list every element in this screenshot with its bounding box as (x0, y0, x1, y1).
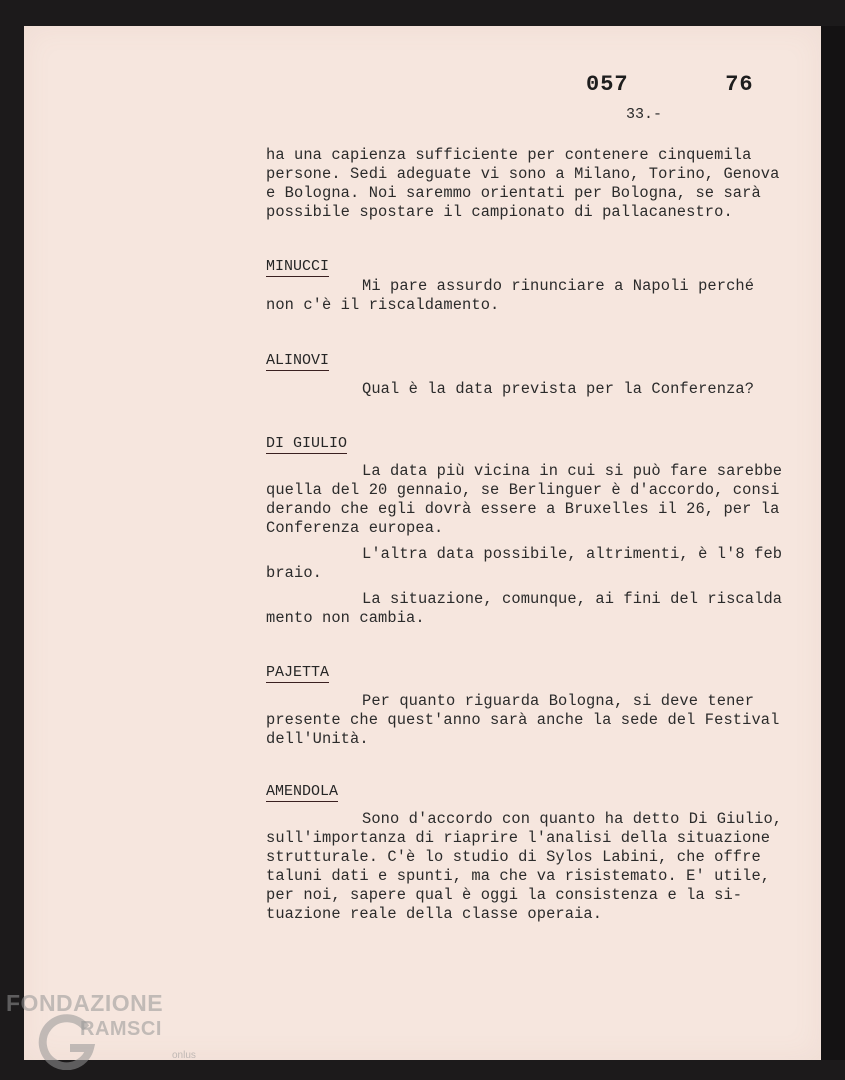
text-line: non c'è il riscaldamento. (266, 296, 500, 314)
text-line: mento non cambia. (266, 609, 425, 627)
text-line: Sono d'accordo con quanto ha detto Di Giulio, (362, 810, 783, 828)
text-line: dell'Unità. (266, 730, 369, 748)
text-line: Conferenza europea. (266, 519, 444, 537)
text-line: sull'importanza di riaprire l'analisi della situazione (266, 829, 771, 847)
speaker-name: MINUCCI (266, 258, 330, 275)
document-number: 057 76 (586, 72, 754, 97)
text-line: ha una capienza sufficiente per contenere cinquemila (266, 146, 752, 164)
text-line: per noi, sapere qual è oggi la consistenza e la si- (266, 886, 743, 904)
speaker-name: AMENDOLA (266, 783, 339, 800)
text-line: possibile spostare il campionato di pallacanestro. (266, 203, 733, 221)
text-line: braio. (266, 564, 323, 582)
text-line: taluni dati e spunti, ma che va risistemato. E' utile, (266, 867, 771, 885)
watermark-line1: FONDAZIONE (6, 990, 164, 1016)
text-line: Qual è la data prevista per la Conferenza? (362, 380, 755, 398)
text-line: derando che egli dovrà essere a Bruxelles il 26, per la (266, 500, 780, 518)
text-line: tuazione reale della classe operaia. (266, 905, 603, 923)
speaker-name: ALINOVI (266, 352, 330, 369)
speaker-name: DI GIULIO (266, 435, 348, 452)
scan-edge (821, 26, 845, 1060)
text-line: Per quanto riguarda Bologna, si deve tener (362, 692, 755, 710)
text-line: presente che quest'anno sarà anche la sede del Festival (266, 711, 780, 729)
text-line: e Bologna. Noi saremmo orientati per Bologna, se sarà (266, 184, 761, 202)
watermark-line2: RAMSCI (80, 1018, 162, 1040)
fondazione-gramsci-watermark (6, 990, 216, 1070)
text-line: strutturale. C'è lo studio di Sylos Labini, che offre (266, 848, 761, 866)
text-line: La situazione, comunque, ai fini del riscalda (362, 590, 783, 608)
text-line: persone. Sedi adeguate vi sono a Milano, Torino, Genova (266, 165, 780, 183)
watermark-small: onlus (172, 1050, 196, 1061)
text-line: L'altra data possibile, altrimenti, è l'8 feb (362, 545, 783, 563)
speaker-name: PAJETTA (266, 664, 330, 681)
text-line: Mi pare assurdo rinunciare a Napoli perché (362, 277, 755, 295)
text-line: La data più vicina in cui si può fare sarebbe (362, 462, 783, 480)
text-line: quella del 20 gennaio, se Berlinguer è d'accordo, consi (266, 481, 780, 499)
page-number: 33.- (626, 106, 663, 123)
